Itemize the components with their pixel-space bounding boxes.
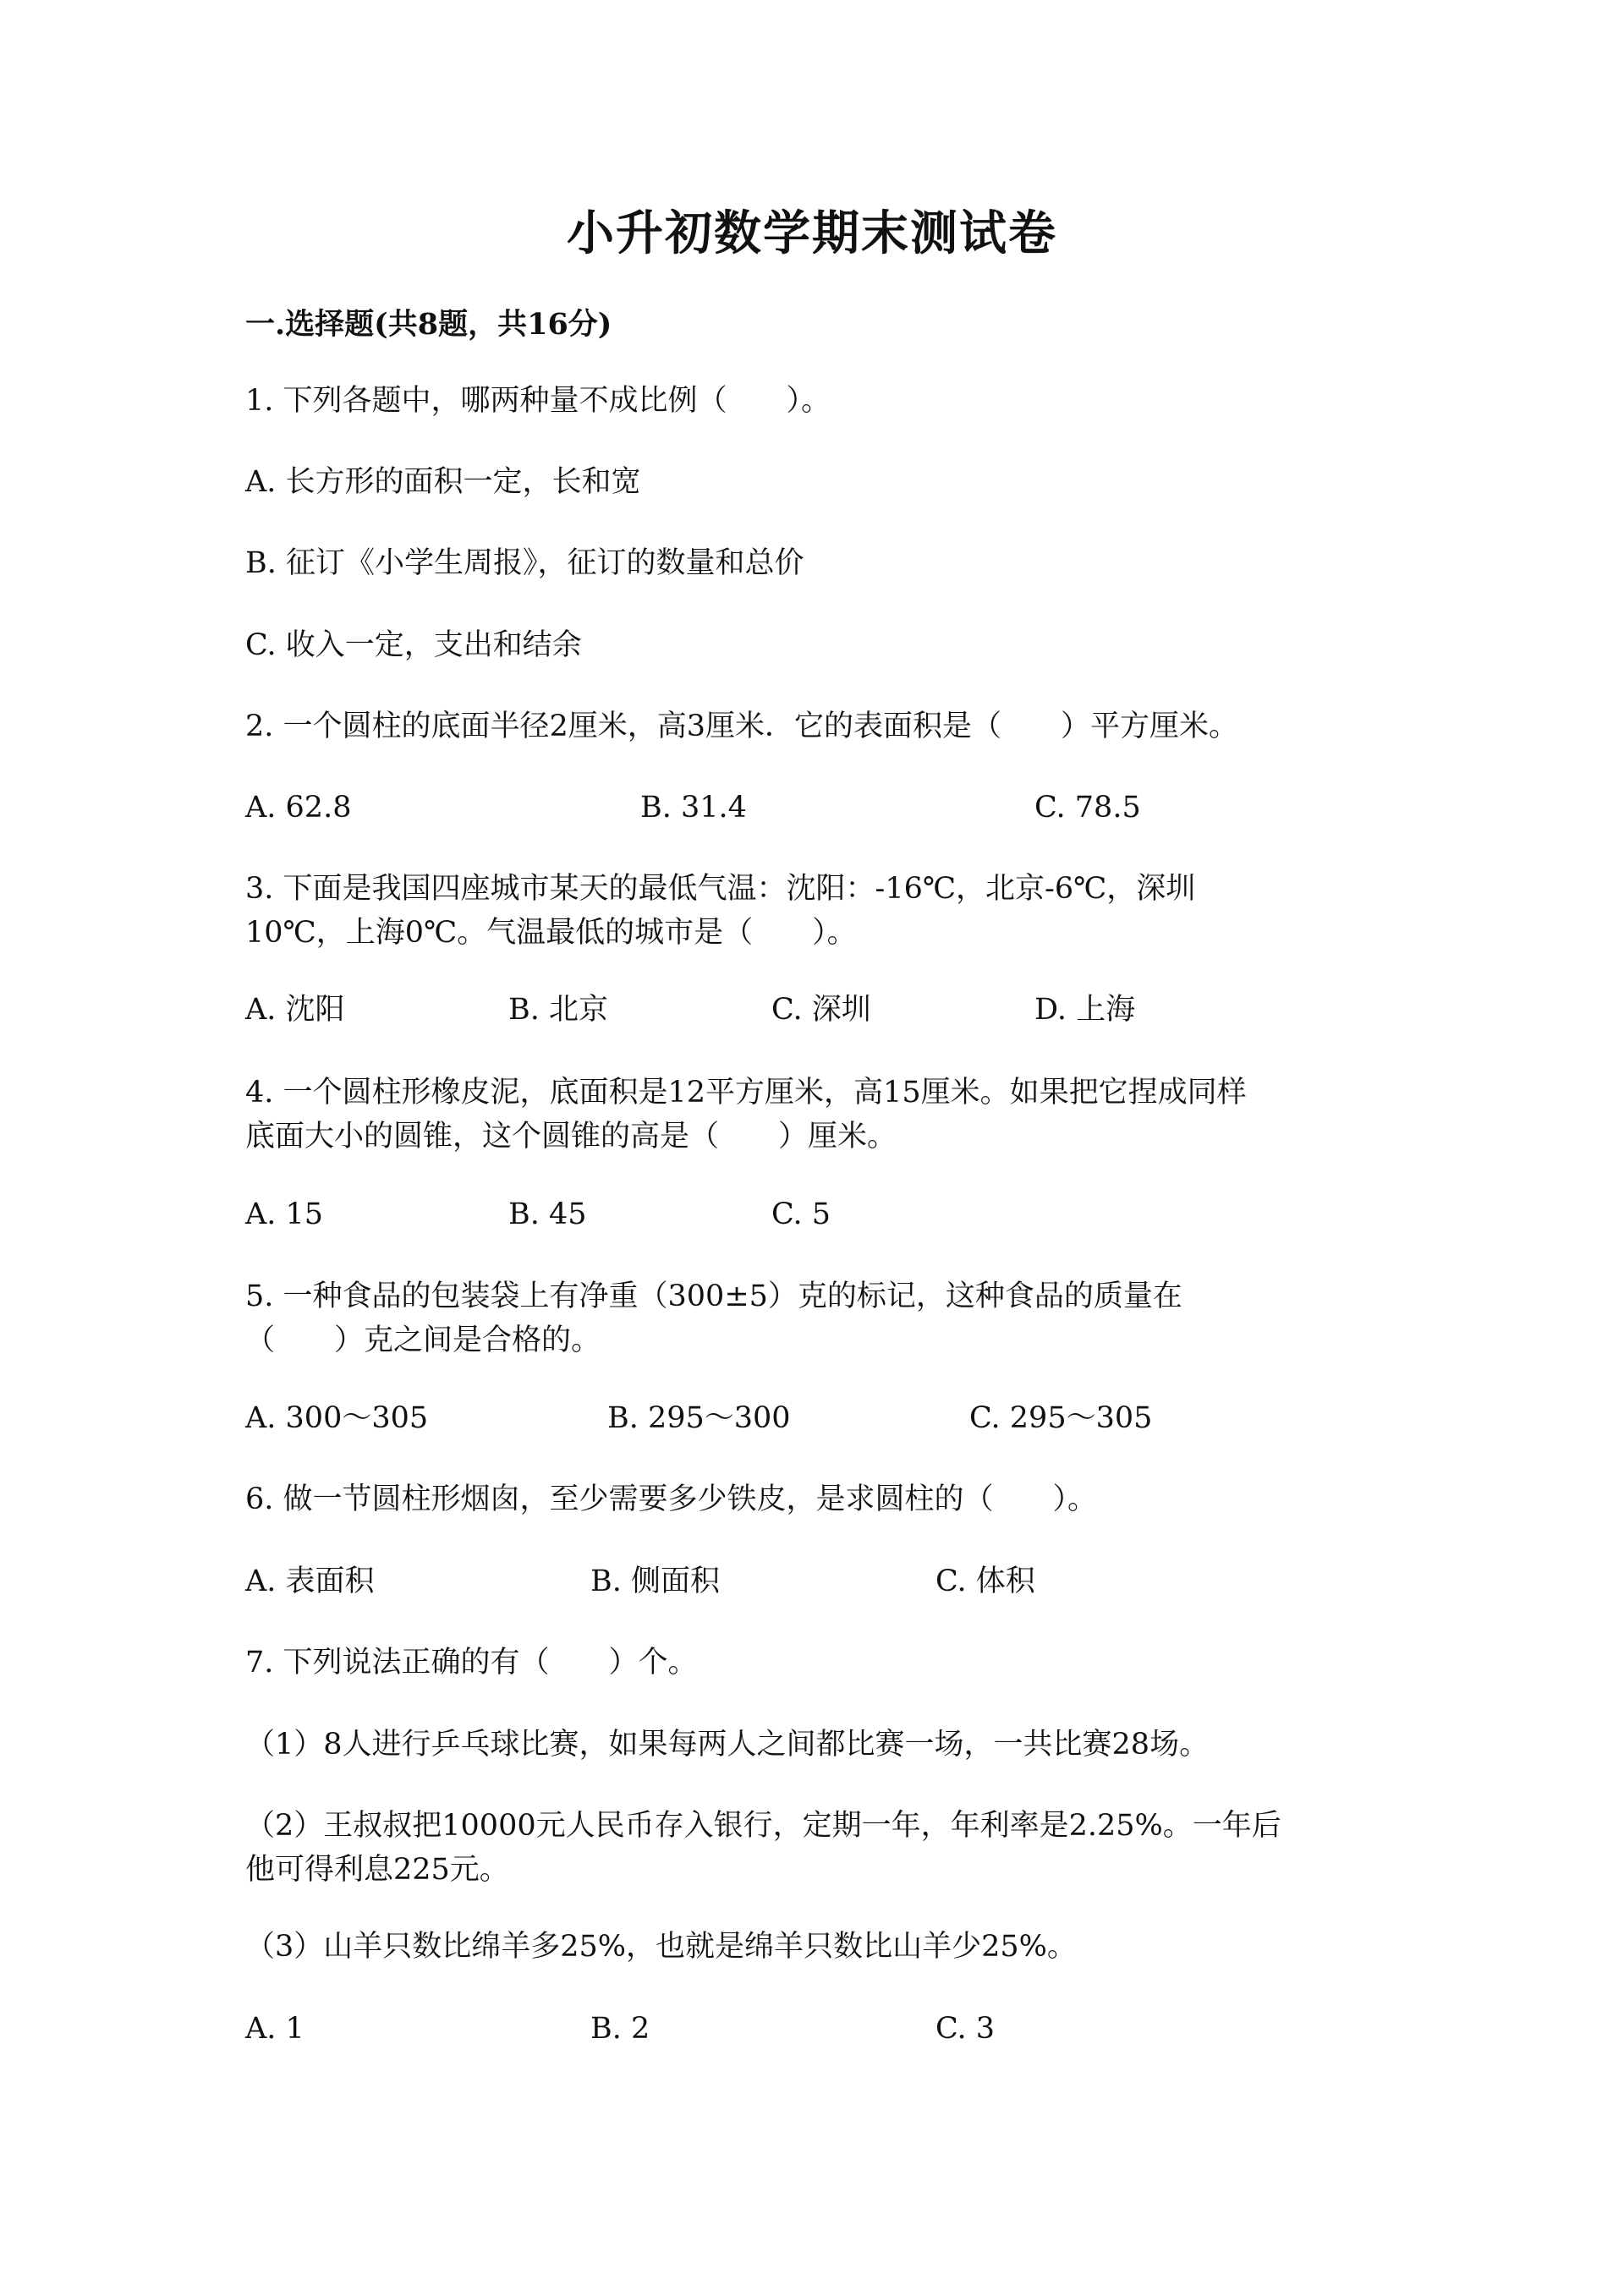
question-3-option-a: A. 沈阳 xyxy=(245,993,345,1027)
question-7-statement-2-line-1: （2）王叔叔把10000元人民币存入银行，定期一年，年利率是2.25%。一年后 xyxy=(245,1809,1281,1843)
question-4-option-b: B. 45 xyxy=(508,1197,587,1231)
question-6-stem: 6. 做一节圆柱形烟囱，至少需要多少铁皮，是求圆柱的（ ）。 xyxy=(245,1482,1098,1516)
question-4-option-a: A. 15 xyxy=(245,1197,324,1231)
question-2-option-c: C. 78.5 xyxy=(1034,791,1141,825)
question-5-option-a: A. 300～305 xyxy=(245,1401,429,1435)
question-3-option-b: B. 北京 xyxy=(508,993,608,1027)
section-heading: 一.选择题(共8题，共16分) xyxy=(245,307,612,342)
question-3-option-c: C. 深圳 xyxy=(771,993,871,1027)
question-6-option-a: A. 表面积 xyxy=(245,1564,375,1598)
question-7-option-b: B. 2 xyxy=(590,2012,650,2046)
question-6-option-c: C. 体积 xyxy=(935,1564,1035,1598)
question-2-stem: 2. 一个圆柱的底面半径2厘米，高3厘米．它的表面积是（ ）平方厘米。 xyxy=(245,710,1239,743)
question-5-stem-line-1: 5. 一种食品的包装袋上有净重（300±5）克的标记，这种食品的质量在 xyxy=(245,1280,1182,1313)
question-4-stem-line-2: 底面大小的圆锥，这个圆锥的高是（ ）厘米。 xyxy=(245,1120,897,1153)
question-4-option-c: C. 5 xyxy=(771,1197,831,1231)
question-7-stem: 7. 下列说法正确的有（ ）个。 xyxy=(245,1646,698,1680)
question-3-stem-line-1: 3. 下面是我国四座城市某天的最低气温：沈阳：-16℃，北京-6℃，深圳 xyxy=(245,872,1196,906)
question-7-statement-3: （3）山羊只数比绵羊多25%，也就是绵羊只数比山羊少25%。 xyxy=(245,1930,1077,1964)
page-title: 小升初数学期末测试卷 xyxy=(567,205,1057,261)
question-2-option-b: B. 31.4 xyxy=(640,791,747,825)
question-3-stem-line-2: 10℃，上海0℃。气温最低的城市是（ ）。 xyxy=(245,916,857,950)
question-5-stem-line-2: （ ）克之间是合格的。 xyxy=(245,1323,601,1357)
question-6-option-b: B. 侧面积 xyxy=(590,1564,720,1598)
question-3-option-d: D. 上海 xyxy=(1034,993,1136,1027)
question-1-option-a: A. 长方形的面积一定，长和宽 xyxy=(245,465,641,499)
question-7-option-a: A. 1 xyxy=(245,2012,304,2046)
question-7-statement-1: （1）8人进行乒乓球比赛，如果每两人之间都比赛一场，一共比赛28场。 xyxy=(245,1728,1210,1762)
question-7-statement-2-line-2: 他可得利息225元。 xyxy=(245,1853,509,1887)
question-5-option-b: B. 295～300 xyxy=(607,1401,791,1435)
question-1-option-b: B. 征订《小学生周报》，征订的数量和总价 xyxy=(245,546,804,580)
question-1-stem: 1. 下列各题中，哪两种量不成比例（ ）。 xyxy=(245,384,831,418)
question-1-option-c: C. 收入一定，支出和结余 xyxy=(245,628,582,662)
question-7-option-c: C. 3 xyxy=(935,2012,996,2046)
question-5-option-c: C. 295～305 xyxy=(969,1401,1153,1435)
question-4-stem-line-1: 4. 一个圆柱形橡皮泥，底面积是12平方厘米，高15厘米。如果把它捏成同样 xyxy=(245,1076,1247,1110)
question-2-option-a: A. 62.8 xyxy=(245,791,352,825)
